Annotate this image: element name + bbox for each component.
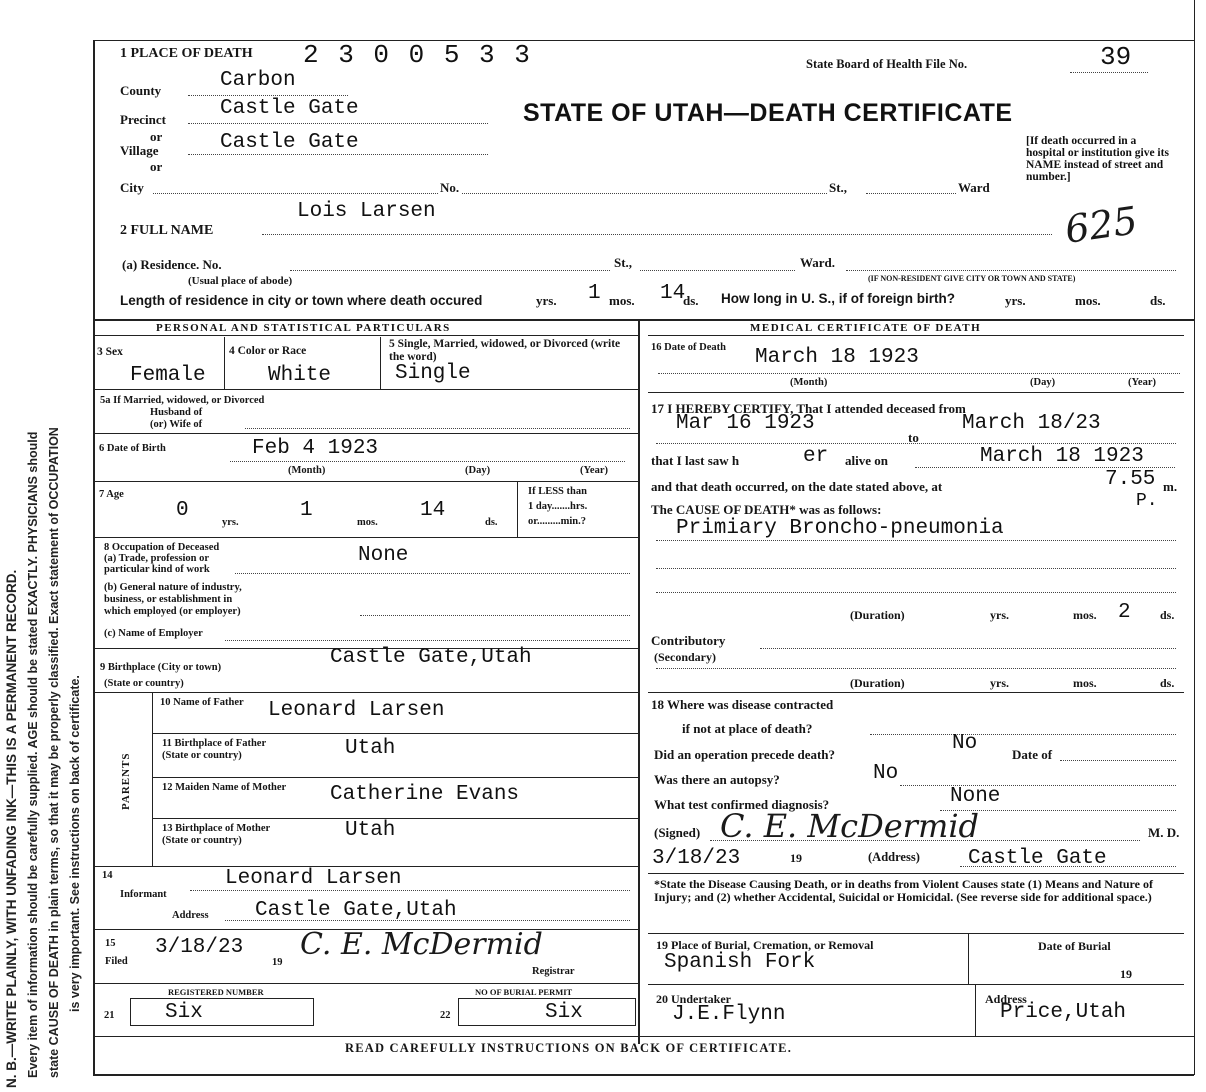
mother-birthplace-label: 13 Birthplace of Mother (State or country) xyxy=(162,823,270,846)
birthplace-label-2: (State or country) xyxy=(104,678,184,689)
certificate-title: STATE OF UTAH—DEATH CERTIFICATE xyxy=(523,99,1013,127)
res-st-line xyxy=(640,270,795,271)
occupation-label-3: particular kind of work xyxy=(104,564,210,575)
medical-header: MEDICAL CERTIFICATE OF DEATH xyxy=(750,322,982,334)
less-label-2: 1 day.......hrs. xyxy=(528,501,588,512)
age-ds-label: ds. xyxy=(485,517,498,528)
date-of-death-label: 16 Date of Death xyxy=(651,342,726,353)
undertaker-address-value: Price,Utah xyxy=(1000,1001,1127,1024)
autopsy-value: No xyxy=(873,762,899,785)
age-days: 14 xyxy=(420,499,446,522)
informant-address-label: Address xyxy=(172,910,209,921)
husband-label-3: (or) Wife of xyxy=(150,419,203,430)
alive-on-label: alive on xyxy=(845,453,888,468)
address-line xyxy=(960,866,1176,867)
burial-date-19: 19 xyxy=(1120,967,1132,981)
burial-date-label: Date of Burial xyxy=(1038,939,1111,953)
row9-line xyxy=(93,692,638,693)
time-value: 7.55 xyxy=(1105,468,1156,491)
precinct-value: Castle Gate xyxy=(220,97,359,120)
age-divider xyxy=(517,482,518,537)
hospital-note: [If death occurred in a hospital or institution give its NAME instead of street and number.] xyxy=(1026,135,1169,184)
less-label-1: If LESS than xyxy=(528,486,587,497)
row10-line xyxy=(152,733,638,734)
age-yrs-label: yrs. xyxy=(222,517,239,528)
secondary-label: (Secondary) xyxy=(654,650,716,664)
dod-day: (Day) xyxy=(1030,377,1056,388)
occ-line-a xyxy=(235,573,630,574)
res-no-line xyxy=(290,270,610,271)
her-value: er xyxy=(803,445,829,468)
note-line xyxy=(648,933,1184,934)
village-value: Castle Gate xyxy=(220,131,359,154)
attended-line xyxy=(656,443,1176,444)
row5a-line xyxy=(93,433,638,434)
how-long-mos: mos. xyxy=(1075,293,1101,308)
city-st-label: St., xyxy=(829,180,848,195)
file-no-value: 39 xyxy=(1100,42,1132,72)
dob-month: (Month) xyxy=(288,465,326,476)
row15-line xyxy=(93,983,638,984)
mother-birthplace-value: Utah xyxy=(345,819,396,842)
marital-value: Single xyxy=(395,362,471,385)
burial-place-value: Spanish Fork xyxy=(664,951,816,974)
frame-left xyxy=(93,40,95,1075)
md-label: M. D. xyxy=(1148,825,1180,840)
st-line xyxy=(866,193,956,194)
length-yrs-label: yrs. xyxy=(536,293,557,308)
last-saw-date: March 18 1923 xyxy=(980,445,1144,468)
occupation-label-1: 8 Occupation of Deceased xyxy=(104,542,220,553)
m-label: m. xyxy=(1163,479,1178,494)
row6-line xyxy=(93,481,638,482)
father-birthplace-value: Utah xyxy=(345,737,396,760)
city-line xyxy=(153,193,438,194)
place-of-death-label: 1 PLACE OF DEATH xyxy=(120,46,253,61)
duration-ds-1: ds. xyxy=(1160,608,1175,622)
item-21: 21 xyxy=(104,1010,115,1021)
row17-line xyxy=(648,692,1184,693)
how-long-yrs: yrs. xyxy=(1005,293,1026,308)
section-top-line xyxy=(93,319,1194,321)
village-line xyxy=(188,154,488,155)
side-note-line4: is very important. See instructions on back of certificate. xyxy=(68,675,82,1012)
filed-date-value: 3/18/23 xyxy=(155,936,244,959)
signed-line xyxy=(710,840,1140,841)
row19-line xyxy=(648,984,1184,985)
informant-label: Informant xyxy=(120,889,167,900)
file-no-line xyxy=(1070,72,1148,73)
duration-mos-2: mos. xyxy=(1073,676,1097,690)
row7-line xyxy=(93,537,638,538)
sex-value: Female xyxy=(130,364,206,387)
item-22: 22 xyxy=(440,1010,451,1021)
or-label-2: or xyxy=(150,159,163,174)
center-divider xyxy=(638,319,640,1044)
occupation-label-5: business, or establishment in xyxy=(104,594,233,605)
file-no-label: State Board of Health File No. xyxy=(806,57,968,71)
occ-line-c xyxy=(225,640,630,641)
dob-line xyxy=(230,461,625,462)
duration-ds-2: ds. xyxy=(1160,676,1175,690)
registrar-label: Registrar xyxy=(532,966,575,977)
parents-divider xyxy=(152,692,153,866)
handwritten-625: 625 xyxy=(1062,198,1141,252)
father-name-value: Leonard Larsen xyxy=(268,699,445,722)
or-label-1: or xyxy=(150,129,163,144)
less-label-3: or.........min.? xyxy=(528,516,586,527)
dob-value: Feb 4 1923 xyxy=(252,437,379,460)
certify-to: to xyxy=(908,430,919,445)
contrib-line xyxy=(760,648,1176,649)
item-15: 15 xyxy=(105,938,116,949)
county-line xyxy=(188,95,348,96)
occurred-label: and that death occurred, on the date stated above, at xyxy=(651,479,943,494)
side-note-line1: N. B.—WRITE PLAINLY, WITH UNFADING INK—THIS IS A PERMANENT RECORD. xyxy=(4,569,19,1088)
duration-yrs-1: yrs. xyxy=(990,608,1009,622)
residence-ward-label: Ward. xyxy=(800,255,836,270)
city-no-label: No. xyxy=(440,180,460,195)
side-note-line3: state CAUSE OF DEATH in plain terms, so that it may be properly classified. Exact statement of OCCUPATION xyxy=(47,427,61,1078)
signed-label: (Signed) xyxy=(654,825,701,840)
frame-bottom xyxy=(93,1074,1194,1076)
row18-line xyxy=(648,873,1184,874)
residence-months: 1 xyxy=(588,282,601,305)
duration-label-2: (Duration) xyxy=(850,676,905,690)
filed-label: Filed xyxy=(105,956,128,967)
attended-from-value: Mar 16 1923 xyxy=(676,412,815,435)
attended-to-value: March 18/23 xyxy=(962,412,1101,435)
burial-permit-label: NO OF BURIAL PERMIT xyxy=(475,987,573,997)
precinct-label: Precinct xyxy=(120,112,166,127)
county-label: County xyxy=(120,83,162,98)
full-name-value: Lois Larsen xyxy=(297,200,436,223)
certificate-number: 2 3 0 0 5 3 3 xyxy=(303,40,532,70)
husband-label-1: 5a If Married, widowed, or Divorced xyxy=(100,395,265,406)
full-name-line xyxy=(262,234,1052,235)
race-value: White xyxy=(268,364,332,387)
age-years: 0 xyxy=(176,499,189,522)
frame-top xyxy=(93,40,1194,41)
occupation-label-4: (b) General nature of industry, xyxy=(104,582,242,593)
operation-label: Did an operation precede death? xyxy=(654,747,836,762)
no-line xyxy=(462,193,827,194)
test-label: What test confirmed diagnosis? xyxy=(654,797,830,812)
birthplace-label: 9 Birthplace (City or town) xyxy=(100,662,222,673)
address-label: (Address) xyxy=(868,850,920,864)
occ-line-b xyxy=(360,615,630,616)
dob-day: (Day) xyxy=(465,465,491,476)
row3-line xyxy=(93,389,638,390)
city-label: City xyxy=(120,180,144,195)
occupation-value: None xyxy=(358,544,409,567)
informant-address-value: Castle Gate,Utah xyxy=(255,899,457,922)
filed-19: 19 xyxy=(272,957,283,968)
footer-instructions: READ CAREFULLY INSTRUCTIONS ON BACK OF CERTIFICATE. xyxy=(345,1041,793,1055)
dod-month: (Month) xyxy=(790,377,828,388)
registered-number-box xyxy=(130,998,314,1026)
personal-header: PERSONAL AND STATISTICAL PARTICULARS xyxy=(156,322,451,334)
length-residence-label: Length of residence in city or town where death occured xyxy=(120,293,483,308)
undertaker-address-label: Address xyxy=(985,992,1027,1006)
village-label: Village xyxy=(120,143,159,158)
frame-right xyxy=(1194,0,1195,1075)
row16-line xyxy=(648,392,1184,393)
contracted-line xyxy=(870,734,1176,735)
how-long-label: How long in U. S., if of foreign birth? xyxy=(721,291,955,306)
age-mos-label: mos. xyxy=(357,517,378,528)
how-long-ds: ds. xyxy=(1150,293,1166,308)
full-name-label: 2 FULL NAME xyxy=(120,223,214,238)
signed-19: 19 xyxy=(790,851,802,865)
cause-label: The CAUSE OF DEATH* was as follows: xyxy=(651,502,882,517)
sex-label: 3 Sex xyxy=(97,346,123,358)
contributory-label: Contributory xyxy=(651,633,726,648)
test-value: None xyxy=(950,785,1001,808)
cause-line-2 xyxy=(656,568,1176,569)
right-header-line xyxy=(648,335,1184,336)
pm-value: P. xyxy=(1136,491,1158,511)
occupation-label-6: which employed (or employer) xyxy=(104,606,241,617)
dod-line xyxy=(658,373,1180,374)
date-of-label: Date of xyxy=(1012,747,1053,762)
disease-note: *State the Disease Causing Death, or in deaths from Violent Causes state (1) Means and Nature of Injury; and (2) whether Accidental, Suicidal or Homicidal. (See reverse side for additional space.) xyxy=(654,877,1153,904)
registered-number-label: REGISTERED NUMBER xyxy=(168,987,264,997)
row11-line xyxy=(152,777,638,778)
mother-name-value: Catherine Evans xyxy=(330,783,520,806)
mother-label: 12 Maiden Name of Mother xyxy=(162,782,287,793)
registered-number-value: Six xyxy=(165,1001,203,1024)
husband-label-2: Husband of xyxy=(150,407,203,418)
last-saw-label: that I last saw h xyxy=(651,453,740,468)
operation-value: No xyxy=(952,732,978,755)
residence-label: (a) Residence. No. xyxy=(122,257,222,272)
res-ward-line xyxy=(846,270,1176,271)
residence-st-label: St., xyxy=(614,255,633,270)
duration-mos-1: mos. xyxy=(1073,608,1097,622)
precinct-line xyxy=(188,123,488,124)
autopsy-line xyxy=(900,785,1176,786)
burial-place-label: 19 Place of Burial, Cremation, or Removal xyxy=(656,938,874,952)
date-of-line xyxy=(1060,760,1176,761)
informant-line xyxy=(190,890,630,891)
usual-place-label: (Usual place of abode) xyxy=(188,275,293,287)
certify-label: 17 I HEREBY CERTIFY, That I attended deceased from xyxy=(651,401,966,416)
father-birthplace-label: 11 Birthplace of Father (State or country) xyxy=(162,738,266,761)
not-at-place-label: if not at place of death? xyxy=(682,721,813,736)
undertaker-divider xyxy=(975,985,976,1036)
dob-year: (Year) xyxy=(580,465,608,476)
dob-label: 6 Date of Birth xyxy=(99,443,166,454)
race-label: 4 Color or Race xyxy=(229,345,307,357)
registrar-signature: C. E. McDermid xyxy=(300,927,543,962)
date-of-death-value: March 18 1923 xyxy=(755,346,919,369)
occupation-label-2: (a) Trade, profession or xyxy=(104,553,209,564)
left-header-line xyxy=(93,335,638,336)
age-months: 1 xyxy=(300,499,313,522)
cause-value: Primiary Broncho-pneumonia xyxy=(676,517,1004,540)
physician-address-value: Castle Gate xyxy=(968,847,1107,870)
signed-date-value: 3/18/23 xyxy=(652,847,741,870)
row12-line xyxy=(152,818,638,819)
race-divider xyxy=(380,337,381,389)
city-ward-label: Ward xyxy=(958,180,990,195)
contracted-label: 18 Where was disease contracted xyxy=(651,697,834,712)
side-note-line2: Every item of information should be carefully supplied. AGE should be stated EXACTLY. PHYSICIANS should xyxy=(26,431,40,1078)
occupation-label-7: (c) Name of Employer xyxy=(104,628,203,639)
cause-line-1 xyxy=(656,540,1176,541)
age-label: 7 Age xyxy=(99,489,124,500)
undertaker-label: 20 Undertaker xyxy=(656,992,731,1006)
dod-year: (Year) xyxy=(1128,377,1156,388)
item-14: 14 xyxy=(102,870,113,881)
length-ds-label: ds. xyxy=(683,293,699,308)
burial-permit-value: Six xyxy=(545,1001,583,1024)
duration-days-value: 2 xyxy=(1118,601,1131,624)
marital-label: 5 Single, Married, widowed, or Divorced (write the word) xyxy=(389,338,621,363)
undertaker-value: J.E.Flynn xyxy=(672,1003,786,1026)
inf-address-line xyxy=(225,920,630,921)
informant-value: Leonard Larsen xyxy=(225,867,402,890)
cause-line-3 xyxy=(656,592,1176,593)
father-label: 10 Name of Father xyxy=(160,697,244,708)
residence-days: 14 xyxy=(660,282,686,305)
autopsy-label: Was there an autopsy? xyxy=(654,772,780,787)
parents-label: PARENTS xyxy=(120,752,132,810)
nonresident-label: (IF NON-RESIDENT GIVE CITY OR TOWN AND STATE) xyxy=(868,274,1076,283)
sex-divider xyxy=(224,337,225,389)
husband-line xyxy=(245,428,630,429)
contrib-line-2 xyxy=(656,668,1176,669)
burial-divider xyxy=(968,934,969,984)
length-mos-label: mos. xyxy=(609,293,635,308)
duration-yrs-2: yrs. xyxy=(990,676,1009,690)
county-value: Carbon xyxy=(220,69,296,92)
duration-label-1: (Duration) xyxy=(850,608,905,622)
birthplace-value: Castle Gate,Utah xyxy=(330,646,532,669)
physician-signature: C. E. McDermid xyxy=(720,807,980,845)
footer-line xyxy=(93,1036,1194,1037)
